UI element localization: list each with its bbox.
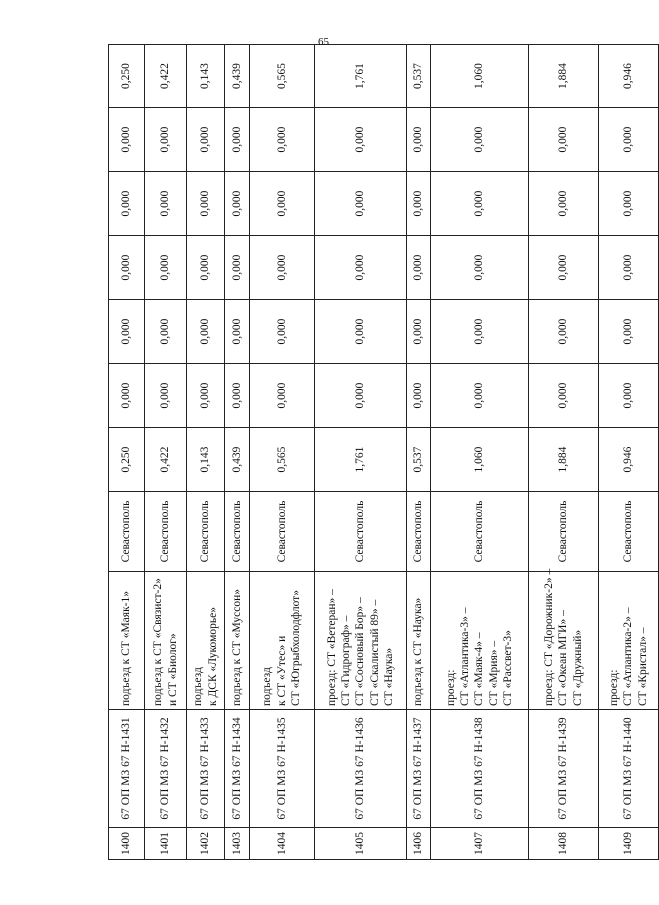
row-number-cell: 1402: [187, 828, 225, 860]
length-category-4-cell: 0,000: [225, 172, 250, 236]
road-id-cell: 67 ОП МЗ 67 Н-1433: [187, 710, 225, 828]
length-category-5-cell: 0,000: [407, 108, 431, 172]
length-category-2-cell: 0,000: [187, 300, 225, 364]
table-row: [145, 45, 187, 860]
length-non-category-cell: 1,060: [431, 45, 529, 108]
road-name-cell: [187, 572, 225, 710]
length-category-4-cell: 0,000: [529, 172, 599, 236]
road-name-cell: [529, 568, 599, 710]
length-non-category-cell: 0,439: [225, 45, 250, 108]
length-total-cell: 1,060: [431, 428, 529, 492]
rotated-table-container: [108, 45, 649, 860]
length-category-2-cell: 0,000: [145, 300, 187, 364]
road-name-line: подъезд к СТ «Наука»: [412, 597, 425, 706]
length-category-4-cell: 0,000: [109, 172, 145, 236]
length-category-3-cell: 0,000: [225, 236, 250, 300]
length-category-1-cell: 0,000: [187, 364, 225, 428]
road-name-line: подъезд к СТ «Муссон»: [230, 588, 243, 706]
length-total-cell: 1,884: [529, 428, 599, 492]
length-total-cell: 0,537: [407, 428, 431, 492]
length-non-category-cell: 0,250: [109, 45, 145, 108]
road-name-line: и СТ «Биолог»: [166, 633, 179, 706]
locality-cell: Севастополь: [187, 492, 225, 572]
table-row: [250, 45, 315, 860]
road-name-line: СТ «Рассвет-3»: [502, 630, 515, 706]
page-number: 65: [318, 36, 329, 48]
road-name-cell: [315, 572, 407, 710]
length-category-2-cell: 0,000: [225, 300, 250, 364]
table-row: [315, 45, 407, 860]
length-total-cell: 1,761: [315, 428, 407, 492]
length-category-3-cell: 0,000: [187, 236, 225, 300]
length-category-1-cell: 0,000: [315, 364, 407, 428]
road-name-line: СТ «Гидрограф» –: [339, 615, 352, 706]
road-name-line: СТ «Кристал» –: [636, 627, 649, 706]
length-category-4-cell: 0,000: [145, 172, 187, 236]
length-total-cell: 0,565: [250, 428, 315, 492]
road-name-line: СТ «Маяк-4» –: [473, 632, 486, 706]
length-category-4-cell: 0,000: [250, 172, 315, 236]
table-row: [599, 45, 659, 860]
locality-cell: Севастополь: [145, 492, 187, 572]
length-category-5-cell: 0,000: [315, 108, 407, 172]
road-id-cell: 67 ОП МЗ 67 Н-1435: [250, 710, 315, 828]
table-row: [407, 45, 431, 860]
road-id-cell: 67 ОП МЗ 67 Н-1440: [599, 710, 659, 828]
road-name-line: СТ «Мрия» –: [487, 640, 500, 706]
length-category-3-cell: 0,000: [145, 236, 187, 300]
road-name-line: СТ «Океан МГИ» –: [557, 610, 570, 706]
length-category-3-cell: 0,000: [431, 236, 529, 300]
length-category-1-cell: 0,000: [225, 364, 250, 428]
road-id-cell: 67 ОП МЗ 67 Н-1431: [109, 710, 145, 828]
length-category-3-cell: 0,000: [407, 236, 431, 300]
road-name-line: СТ «Дружный»: [571, 629, 584, 706]
road-name-cell: [431, 572, 529, 710]
length-category-5-cell: 0,000: [250, 108, 315, 172]
road-id-cell: 67 ОП МЗ 67 Н-1439: [529, 710, 599, 828]
length-total-cell: 0,439: [225, 428, 250, 492]
length-category-3-cell: 0,000: [529, 236, 599, 300]
road-name-line: проезд: СТ «Ветеран» –: [325, 589, 338, 706]
length-category-2-cell: 0,000: [250, 300, 315, 364]
length-category-1-cell: 0,000: [407, 364, 431, 428]
road-name-line: проезд:: [444, 669, 457, 706]
length-non-category-cell: 1,761: [315, 45, 407, 108]
road-id-cell: 67 ОП МЗ 67 Н-1434: [225, 710, 250, 828]
length-non-category-cell: 0,565: [250, 45, 315, 108]
length-total-cell: 0,143: [187, 428, 225, 492]
table-row: [225, 45, 250, 860]
row-number-cell: 1405: [315, 828, 407, 860]
road-id-cell: 67 ОП МЗ 67 Н-1438: [431, 710, 529, 828]
length-category-3-cell: 0,000: [599, 236, 659, 300]
road-name-line: СТ «Атлантика-3» –: [458, 607, 471, 706]
road-name-line: СТ «Югрыбхолодфлот»: [290, 590, 303, 706]
length-category-3-cell: 0,000: [250, 236, 315, 300]
road-name-line: СТ «Атлантика-2» –: [622, 607, 635, 706]
length-category-4-cell: 0,000: [187, 172, 225, 236]
length-category-1-cell: 0,000: [431, 364, 529, 428]
length-category-2-cell: 0,000: [407, 300, 431, 364]
road-name-cell: [145, 572, 187, 710]
row-number-cell: 1401: [145, 828, 187, 860]
road-name-line: СТ «Наука»: [383, 647, 396, 706]
length-non-category-cell: 0,946: [599, 45, 659, 108]
length-category-2-cell: 0,000: [109, 300, 145, 364]
length-category-5-cell: 0,000: [225, 108, 250, 172]
locality-cell: Севастополь: [109, 492, 145, 572]
length-category-2-cell: 0,000: [315, 300, 407, 364]
road-name-line: подъезд к СТ «Связист-2»: [152, 578, 165, 706]
road-id-cell: 67 ОП МЗ 67 Н-1436: [315, 710, 407, 828]
road-name-cell: [407, 572, 431, 710]
length-category-1-cell: 0,000: [529, 364, 599, 428]
table-row: [431, 45, 529, 860]
road-id-cell: 67 ОП МЗ 67 Н-1437: [407, 710, 431, 828]
road-name-cell: [225, 572, 250, 710]
row-number-cell: 1406: [407, 828, 431, 860]
road-name-line: проезд: СТ «Дорожник-2» –: [542, 568, 555, 706]
length-category-4-cell: 0,000: [431, 172, 529, 236]
length-category-1-cell: 0,000: [109, 364, 145, 428]
table-body: [109, 45, 659, 860]
length-category-5-cell: 0,000: [109, 108, 145, 172]
road-name-line: к СТ «Утес» и: [275, 635, 288, 706]
road-name-line: СТ «Скалистый 89» –: [368, 599, 381, 706]
length-category-1-cell: 0,000: [599, 364, 659, 428]
length-category-2-cell: 0,000: [599, 300, 659, 364]
road-name-line: подъезд: [192, 667, 205, 706]
length-non-category-cell: 0,422: [145, 45, 187, 108]
locality-cell: Севастополь: [599, 492, 659, 572]
length-category-5-cell: 0,000: [529, 108, 599, 172]
road-name-line: проезд:: [607, 669, 620, 706]
row-number-cell: 1407: [431, 828, 529, 860]
locality-cell: Севастополь: [225, 492, 250, 572]
locality-cell: Севастополь: [529, 492, 599, 572]
length-category-1-cell: 0,000: [250, 364, 315, 428]
row-number-cell: 1404: [250, 828, 315, 860]
road-registry-table: [108, 44, 659, 860]
locality-cell: Севастополь: [250, 492, 315, 572]
row-number-cell: 1409: [599, 828, 659, 860]
road-name-line: СТ «Сосновый Бор» –: [354, 597, 367, 706]
length-category-1-cell: 0,000: [145, 364, 187, 428]
length-category-2-cell: 0,000: [431, 300, 529, 364]
locality-cell: Севастополь: [431, 492, 529, 572]
length-total-cell: 0,250: [109, 428, 145, 492]
length-category-3-cell: 0,000: [315, 236, 407, 300]
road-name-cell: [599, 572, 659, 710]
table-row: [529, 45, 599, 860]
length-category-3-cell: 0,000: [109, 236, 145, 300]
locality-cell: Севастополь: [407, 492, 431, 572]
length-category-4-cell: 0,000: [407, 172, 431, 236]
road-name-cell: [109, 572, 145, 710]
length-category-4-cell: 0,000: [599, 172, 659, 236]
length-non-category-cell: 0,537: [407, 45, 431, 108]
length-category-5-cell: 0,000: [431, 108, 529, 172]
locality-cell: Севастополь: [315, 492, 407, 572]
road-name-cell: [250, 572, 315, 710]
length-category-4-cell: 0,000: [315, 172, 407, 236]
road-name-line: подъезд к СТ «Маяк-1»: [120, 591, 133, 706]
length-non-category-cell: 1,884: [529, 45, 599, 108]
length-category-2-cell: 0,000: [529, 300, 599, 364]
road-id-cell: 67 ОП МЗ 67 Н-1432: [145, 710, 187, 828]
table-row: [187, 45, 225, 860]
table-row: [109, 45, 145, 860]
row-number-cell: 1403: [225, 828, 250, 860]
length-non-category-cell: 0,143: [187, 45, 225, 108]
row-number-cell: 1408: [529, 828, 599, 860]
length-category-5-cell: 0,000: [145, 108, 187, 172]
length-total-cell: 0,422: [145, 428, 187, 492]
length-total-cell: 0,946: [599, 428, 659, 492]
length-category-5-cell: 0,000: [187, 108, 225, 172]
road-name-line: подъезд: [261, 667, 274, 706]
length-category-5-cell: 0,000: [599, 108, 659, 172]
row-number-cell: 1400: [109, 828, 145, 860]
road-name-line: к ДСК «Лукоморье»: [206, 607, 219, 706]
